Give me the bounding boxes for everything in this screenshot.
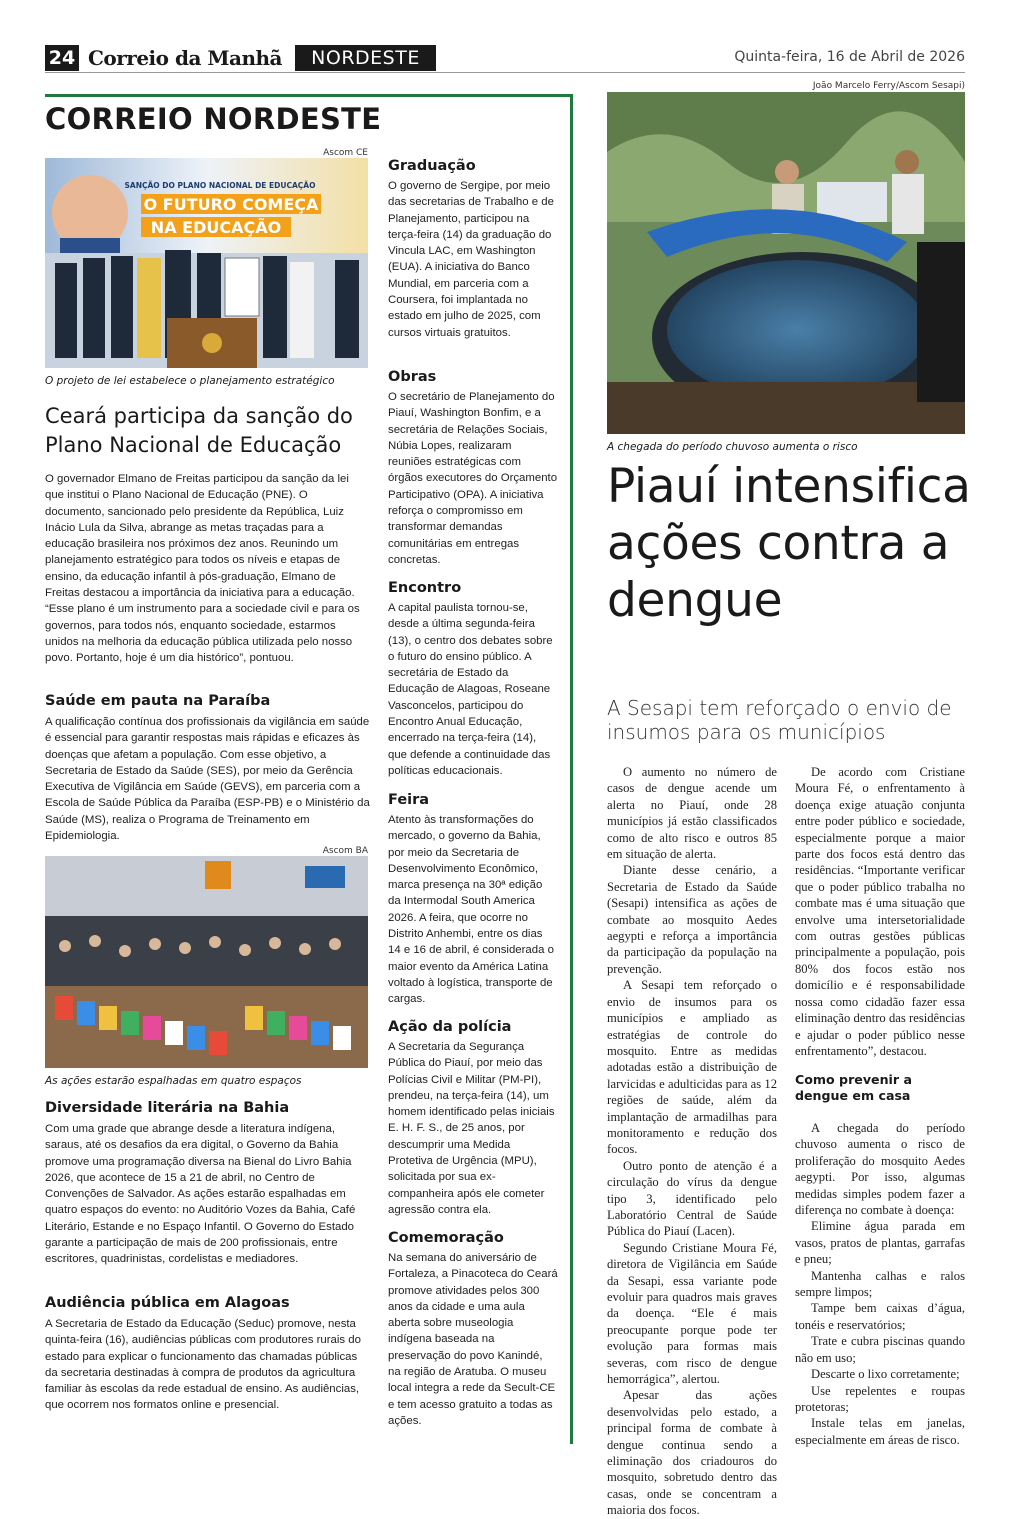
brief-headline: Ação da polícia	[388, 1019, 512, 1035]
article-headline: Audiência pública em Alagoas	[45, 1295, 290, 1311]
paragraph: De acordo com Cristiane Moura Fé, o enfrentamento à doença exige atuação conjunta entre poder público e sociedade, especialmente porque a maior parte dos focos está dentro das residências. “Importante verificar que o poder público trabalha no combate mas é uma situação que envolve uma intersetorialidade com outras gestões públicas principalmente a população, pois 80% dos focos estão nos domicílio e é responsabilidade nossa como cidadão fazer essa eliminação dentro das residências e ajudar o poder público nesse enfrentamento”, destacou.	[795, 765, 965, 1058]
column-title: CORREIO NORDESTE	[45, 102, 382, 136]
book-fair-photo	[45, 856, 368, 1068]
article-column-1	[607, 764, 777, 1519]
tip-item: Instale telas em janelas, especialmente em áreas de risco.	[795, 1416, 965, 1447]
photo-caption: O projeto de lei estabelece o planejamento estratégico	[45, 375, 335, 387]
page-number: 24	[45, 45, 79, 71]
article-body: O governador Elmano de Freitas participou da sanção da lei que institui o Plano Nacional de Educação (PNE). O documento, sancionado pelo presidente da República, Luiz Inácio Lula da Silva, abrange as metas traçadas para a educação brasileira nos próximos dez anos. Reunindo um planejamento estratégico para todos os níveis e etapas de ensino, da educação infantil à pós-graduação, Elmano de Freitas destacou a importância da iniciativa para a educação. “Esse plano é um instrumento para a sociedade civil e para os governos, para todos nós, enquanto sociedade, estarmos unidos na melhoria da educação pública utilizada pelo nosso povo. Portanto, hoje é um dia histórico”, pontuou.	[45, 473, 360, 665]
prevention-tips	[795, 1120, 965, 1448]
photo-caption: A chegada do período chuvoso aumenta o risco	[607, 441, 858, 453]
issue-date: Quinta-feira, 16 de Abril de 2026	[734, 49, 965, 65]
article-body: A qualificação contínua dos profissionais da vigilância em saúde é essencial para garantir respostas mais rápidas e eficazes às doenças que afetam a população. Com esse objetivo, a Secretaria de Estado da Saúde (SES), por meio da Gerência Executiva de Vigilância em Saúde (GEVS), em parceria com a Escola de Saúde Pública da Paraíba (ESP-PB) e o Ministério da Saúde (MS), realiza o Programa de Treinamento em Epidemiologia.	[45, 716, 370, 843]
brief-body: A Secretaria da Segurança Pública do Piauí, por meio das Polícias Civil e Militar (PM-PI), prendeu, na terça-feira (14), um homem identificado pelas iniciais E. H. F. S., de 25 anos, por descumprir uma Medida Protetiva de Urgência (MPU), solicitada por sua ex-companheira após ele cometer agressão contra ela.	[388, 1041, 555, 1216]
article-column-2	[795, 764, 965, 1059]
brief-body: Na semana do aniversário de Fortaleza, a Pinacoteca do Ceará promove atividades pelos 300 anos da cidade e uma aula aberta sobre museologia indígena baseada na preservação do povo Kanindé, na região de Aratuba. O museu local integra a rede da Secult-CE e tem acesso gratuito a todas as ações.	[388, 1252, 558, 1427]
paragraph: Apesar das ações desenvolvidas pelo estado, a principal forma de combate à dengue continua sendo a eliminação dos criadouros do mosquito, sobretudo dentro das casas, onde se concentram a maioria dos focos.	[607, 1388, 777, 1518]
brief-headline: Encontro	[388, 580, 462, 596]
paragraph: A chegada do período chuvoso aumenta o risco de proliferação do mosquito Aedes aegypti. Por isso, algumas medidas simples podem fazer a diferença no combate à doença:	[795, 1121, 965, 1218]
paragraph: O aumento no número de casos de dengue acende um alerta no Piauí, onde 28 municípios já estão classificados como de alto risco e outros 85 em situação de alerta.	[607, 765, 777, 862]
brief-headline: Comemoração	[388, 1230, 504, 1246]
banner-line-1: O FUTURO COMEÇA	[143, 195, 319, 214]
photo-caption: As ações estarão espalhadas em quatro espaços	[45, 1075, 302, 1087]
article-body: Com uma grade que abrange desde a literatura indígena, saraus, até os desafios da era digital, o Governo da Bahia promove uma programação diversa na Bienal do Livro Bahia 2026, que acontece de 15 a 21 de abril, no Centro de Convenções de Salvador. As ações estarão espalhadas em quatro espaços do evento: no Auditório Vozes da Bahia, Café Literário, Estande e no Espaço Infantil. O Governo do Estado garante a participação de mais de 200 profissionais, entre escritores, quadrinistas, cordelistas e mediadores.	[45, 1123, 356, 1266]
photo-credit: Ascom CE	[323, 148, 368, 158]
tip-item: Use repelentes e roupas protetoras;	[795, 1383, 965, 1414]
paragraph: A Sesapi tem reforçado o envio de insumos para os municípios e ampliado as estratégias de controle do mosquito. Entre as medidas adotadas estão a distribuição de larvicidas e adulticidas para as 12 regiões de saúde, além da implantação de armadilhas para monitoramento e redução dos focos.	[607, 978, 777, 1157]
banner-line-2: NA EDUCAÇÃO	[150, 218, 282, 237]
brief-headline: Graduação	[388, 158, 476, 174]
brief-body: Atento às transformações do mercado, o governo da Bahia, por meio da Secretaria de Desenvolvimento Econômico, marca presença na 30ª edição da Intermodal South America 2026. A feira, que ocorre no Distrito Anhembi, entre os dias 14 e 16 de abril, é considerada o maior evento da América Latina voltado à logística, transporte de cargas.	[388, 814, 554, 1006]
article-headline: Diversidade literária na Bahia	[45, 1100, 290, 1116]
article-headline: Ceará participa da sanção do Plano Nacional de Educação	[45, 404, 353, 457]
paragraph: Segundo Cristiane Moura Fé, diretora de Vigilância em Saúde da Sesapi, essa variante pode evoluir para quadros mais graves da doença. “Ele é mais preocupante porque pode ter evolução para formas mais severas, com risco de dengue hemorrágica”, alertou.	[607, 1240, 777, 1387]
tip-item: Mantenha calhas e ralos sempre limpos;	[795, 1268, 965, 1300]
brief-body: A capital paulista tornou-se, desde a última segunda-feira (13), o centro dos debates sobre o futuro do ensino público. A secretária de Estado da Educação de Alagoas, Roseane Vasconcelos, participou do Encontro Anual Educação, encerrado na terça-feira (14), que defende a continuidade das políticas educacionais.	[388, 602, 553, 777]
deck-subheadline: A Sesapi tem reforçado o envio de insumos para os municípios	[607, 696, 952, 744]
water-tank-photo	[607, 92, 965, 434]
banner-small-text: SANÇÃO DO PLANO NACIONAL DE EDUCAÇÃO	[124, 181, 316, 190]
paragraph: Outro ponto de atenção é a circulação do vírus da dengue tipo 3, identificado pelo Laboratório Central de Saúde Pública do Piauí (Lacen).	[607, 1158, 777, 1239]
photo-credit: João Marcelo Ferry/Ascom Sesapi)	[812, 81, 965, 91]
article-body: A Secretaria de Estado da Educação (Seduc) promove, nesta quinta-feira (16), audiências públicas com produtores rurais do estado para explicar o funcionamento das chamadas públicas da secretaria destinadas à compra de produtos da agricultura familiar às escolas da rede estadual de ensino. As audiências, que ocorrem nos formatos online e presencial.	[45, 1318, 361, 1412]
header-rule	[45, 72, 965, 73]
brief-body: O secretário de Planejamento do Piauí, Washington Bonfim, e a secretária de Relações Sociais, Núbia Lopes, realizaram reuniões estratégicas com órgãos executores do Orçamento Participativo (OPA). A iniciativa reforça o compromisso em transformar demandas comunitárias em entregas concretas.	[388, 391, 558, 566]
tip-item: Tampe bem caixas d’água, tonéis e reservatórios;	[795, 1301, 965, 1332]
masthead-logo: Correio da Manhã	[88, 46, 283, 70]
tip-item: Elimine água parada em vasos, pratos de plantas, garrafas e pneu;	[795, 1219, 965, 1267]
box-title: Como prevenir a dengue em casa	[795, 1072, 912, 1103]
article-headline: Saúde em pauta na Paraíba	[45, 693, 271, 709]
paragraph: Diante desse cenário, a Secretaria de Estado da Saúde (Sesapi) intensifica as ações de combate ao mosquito Aedes aegypti e reforça a importância da participação da população na prevenção.	[607, 863, 777, 976]
brief-body: O governo de Sergipe, por meio das secretarias de Trabalho e de Planejamento, participou na terça-feira (14) da graduação do Vincula LAC, em Washington (EUA). A iniciativa do Banco Mundial, em parceria com a Coursera, foi implantada no estado em julho de 2025, com cursos virtuais gratuitos.	[388, 180, 554, 339]
brief-headline: Feira	[388, 792, 430, 808]
tip-item: Trate e cubra piscinas quando não em uso;	[795, 1334, 965, 1365]
tip-item: Descarte o lixo corretamente;	[811, 1367, 960, 1382]
section-tag: NORDESTE	[295, 45, 436, 71]
photo-credit: Ascom BA	[322, 846, 368, 856]
main-headline: Piauí intensifica ações contra a dengue	[607, 459, 971, 628]
column-border-top	[45, 94, 573, 97]
column-border-side	[570, 94, 573, 1444]
brief-headline: Obras	[388, 369, 437, 385]
education-ceremony-photo	[45, 158, 368, 368]
